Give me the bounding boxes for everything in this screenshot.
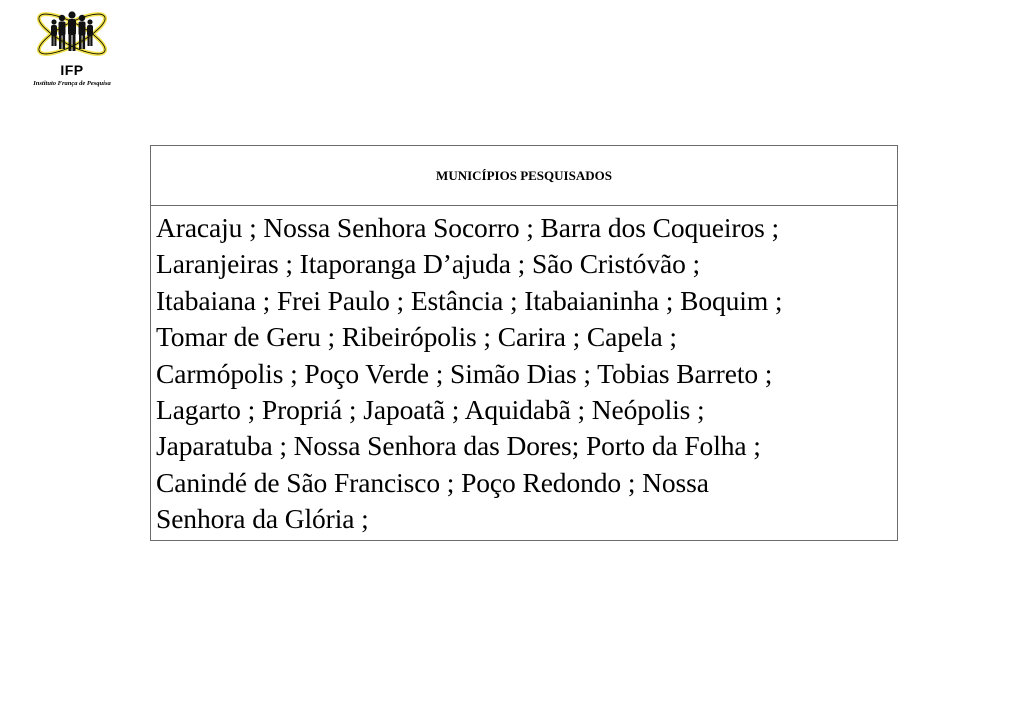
municipality-line: Laranjeiras ; Itaporanga D’ajuda ; São Cristóvão ; [156,248,701,280]
logo-abbreviation: IFP [60,62,84,78]
municipalities-table [150,145,898,541]
municipality-line: Canindé de São Francisco ; Poço Redondo ; Nossa [156,466,709,498]
municipality-line: Tomar de Geru ; Ribeirópolis ; Carira ; Capela ; [156,321,677,353]
logo-full-name: Instituto França de Pesquisa [33,80,111,87]
ifp-logo [22,8,122,92]
table-header: MUNICÍPIOS PESQUISADOS [151,146,897,206]
municipality-line: Lagarto ; Propriá ; Japoatã ; Aquidabã ; Neópolis ; [156,394,705,426]
people-atom-emblem-icon [32,8,112,64]
municipality-line: Japaratuba ; Nossa Senhora das Dores; Porto da Folha ; [156,430,761,462]
municipality-line: Senhora da Glória ; [156,503,369,535]
municipality-line: Carmópolis ; Poço Verde ; Simão Dias ; Tobias Barreto ; [156,357,773,389]
municipality-line: Aracaju ; Nossa Senhora Socorro ; Barra dos Coqueiros ; [156,212,780,243]
table-body [151,206,897,540]
municipality-line: Itabaiana ; Frei Paulo ; Estância ; Itabaianinha ; Boquim ; [156,284,783,316]
